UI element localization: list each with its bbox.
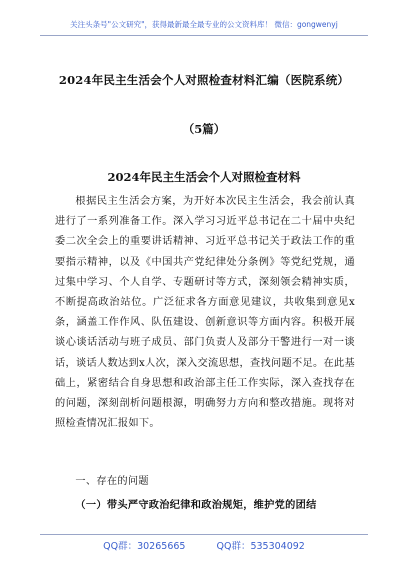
- footer: [40, 534, 368, 552]
- sub-heading-political-discipline: （一）带头严守政治纪律和政治规矩，维护党的团结: [75, 499, 317, 511]
- header-banner[interactable]: 关注头条号"公文研究"，获得最新最全最专业的公文资料库！ 微信：gongwenyj: [40, 20, 368, 36]
- footer-qq-group-2[interactable]: QQ群：535304092: [216, 541, 305, 552]
- body-paragraph: 根据民主生活会方案，为开好本次民主生活会，我会前认真进行了一系列准备工作。深入学习习近平总书记在二十届中央纪委二次全会上的重要讲话精神、习近平总书记关于政法工作的重要指示精神，以及《中国共产党纪律处分条例》等党纪党规，通过集中学习、个人自学、专题研讨等方式，深刻领会精神实质，不断提高政治站位。广泛征求各方面意见建议，共收集到意见x条，涵盖工作作风、队伍建设、创新意识等方面内容。积极开展谈心谈话活动与班子成员、部门负责人及部分干警进行一对一谈话，谈话人数达到x人次，深入交流思想，查找问题不足。在此基础上，紧密结合自身思想和政治部主任工作实际，深入查找存在的问题，深刻剖析问题根源，明确努力方向和整改措施。现将对照检查情况汇报如下。: [55, 196, 355, 430]
- heading-problems: 一、存在的问题: [75, 476, 149, 487]
- document-title: 2024年民主生活会个人对照检查材料汇编（医院系统）: [58, 73, 350, 87]
- document-count-label: （5篇）: [182, 122, 226, 136]
- footer-qq-group-1[interactable]: QQ群：30265665: [103, 541, 186, 552]
- section-title: 2024年民主生活会个人对照检查材料: [107, 170, 301, 184]
